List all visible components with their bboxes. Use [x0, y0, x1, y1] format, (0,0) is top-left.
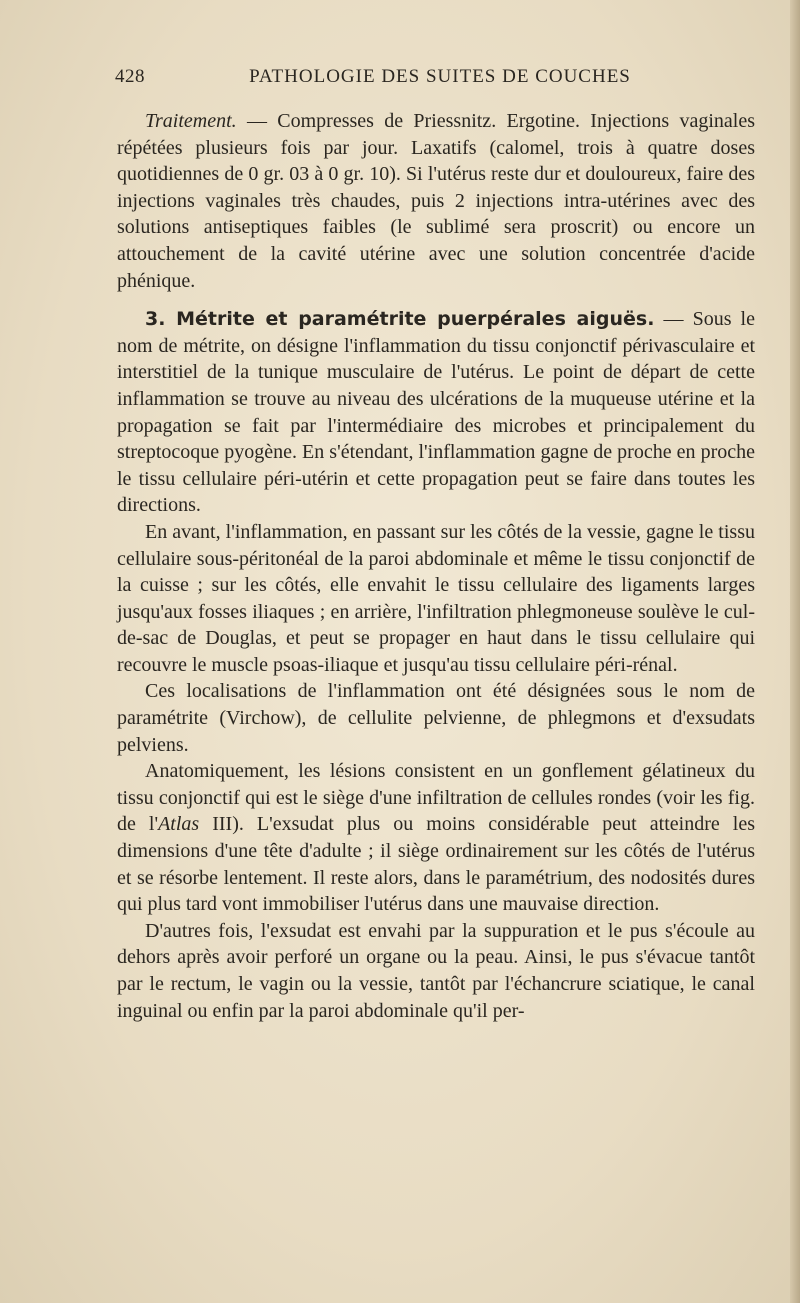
paragraph-text: D'autres fois, l'exsudat est envahi par la suppuration et le pus s'écoule au dehors après avoir perforé un organe ou la peau. Ainsi, le pus s'évacue tantôt par le rectum, le vagin ou la vessie, tantôt par l'échancrure sciatique, le canal inguinal ou enfin par la paroi abdominale qu'il per-: [117, 919, 755, 1022]
paragraph-traitement: [117, 108, 755, 294]
paragraph-anatomiquement: [117, 758, 755, 918]
paragraph-metrite: [117, 306, 755, 519]
paragraph-text: Ces localisations de l'inflammation ont été désignées sous le nom de paramétrite (Virchow), de cellulite pelvienne, de phlegmons et d'exsudats pelviens.: [117, 680, 755, 756]
paragraph-text: — Compresses de Priessnitz. Ergotine. Injections vaginales répétées plusieurs fois par jour. Laxatifs (calomel, trois à quatre doses quotidiennes de 0 gr. 03 à 0 gr. 10). Si l'utérus reste dur et douloureux, faire des injections vaginales très chaudes, puis 2 injections intra-utérines avec des solutions antiseptiques faibles (le sublimé sera proscrit) ou encore un attouchement de la cavité utérine avec une solution concentrée d'acide phénique.: [117, 110, 755, 292]
paragraph-text: — Sous le nom de métrite, on désigne l'inflammation du tissu conjonctif périvasculaire et interstitiel de la tunique musculaire de l'utérus. Le point de départ de cette inflammation se trouve au niveau des ulcérations de la muqueuse utérine et la propagation se fait par l'intermédiaire des microbes et principalement du streptocoque pyogène. En s'étendant, l'inflammation gagne de proche en proche le tissu cellulaire péri-utérin et cette propagation peut se faire dans toutes les directions.: [117, 308, 755, 517]
section-heading: 3. Métrite et paramétrite puerpérales aiguës.: [145, 308, 655, 331]
page-edge: [790, 0, 800, 1303]
page-number: 428: [115, 66, 145, 87]
paragraph-en-avant: [117, 519, 755, 679]
page-header: [115, 66, 755, 96]
body-text: [117, 108, 755, 1024]
paragraph-text: En avant, l'inflammation, en passant sur les côtés de la vessie, gagne le tissu cellulaire sous-péritonéal de la paroi abdominale et même le tissu conjonctif de la cuisse ; sur les côtés, elle envahit le tissu cellulaire des ligaments larges jusqu'aux fosses iliaques ; en arrière, l'infiltration phlegmoneuse soulève le cul-de-sac de Douglas, et peut se propager en haut dans le tissu cellulaire qui recouvre le muscle psoas-iliaque et jusqu'au tissu cellulaire péri-rénal.: [117, 520, 755, 676]
running-title: PATHOLOGIE DES SUITES DE COUCHES: [249, 66, 631, 87]
atlas-reference: Atlas: [158, 813, 200, 836]
paragraph-lead: Traitement.: [145, 110, 237, 132]
paragraph-text: Anatomiquement, les lésions consistent en un gonflement gélatineux du tissu conjonctif qui est le siège d'une infiltration de cellules rondes (voir les fig. de l': [117, 760, 755, 836]
paragraph-localisations: [117, 678, 755, 758]
paragraph-text: III). L'exsudat plus ou moins considérable peut atteindre les dimensions d'une tête d'adulte ; il siège ordinairement sur les côtés de l'utérus et se résorbe lentement. Il reste alors, dans le paramétrium, des nodosités dures qui plus tard vont immobiliser l'utérus dans une mauvaise direction.: [117, 813, 755, 916]
paragraph-autres-fois: [117, 918, 755, 1024]
